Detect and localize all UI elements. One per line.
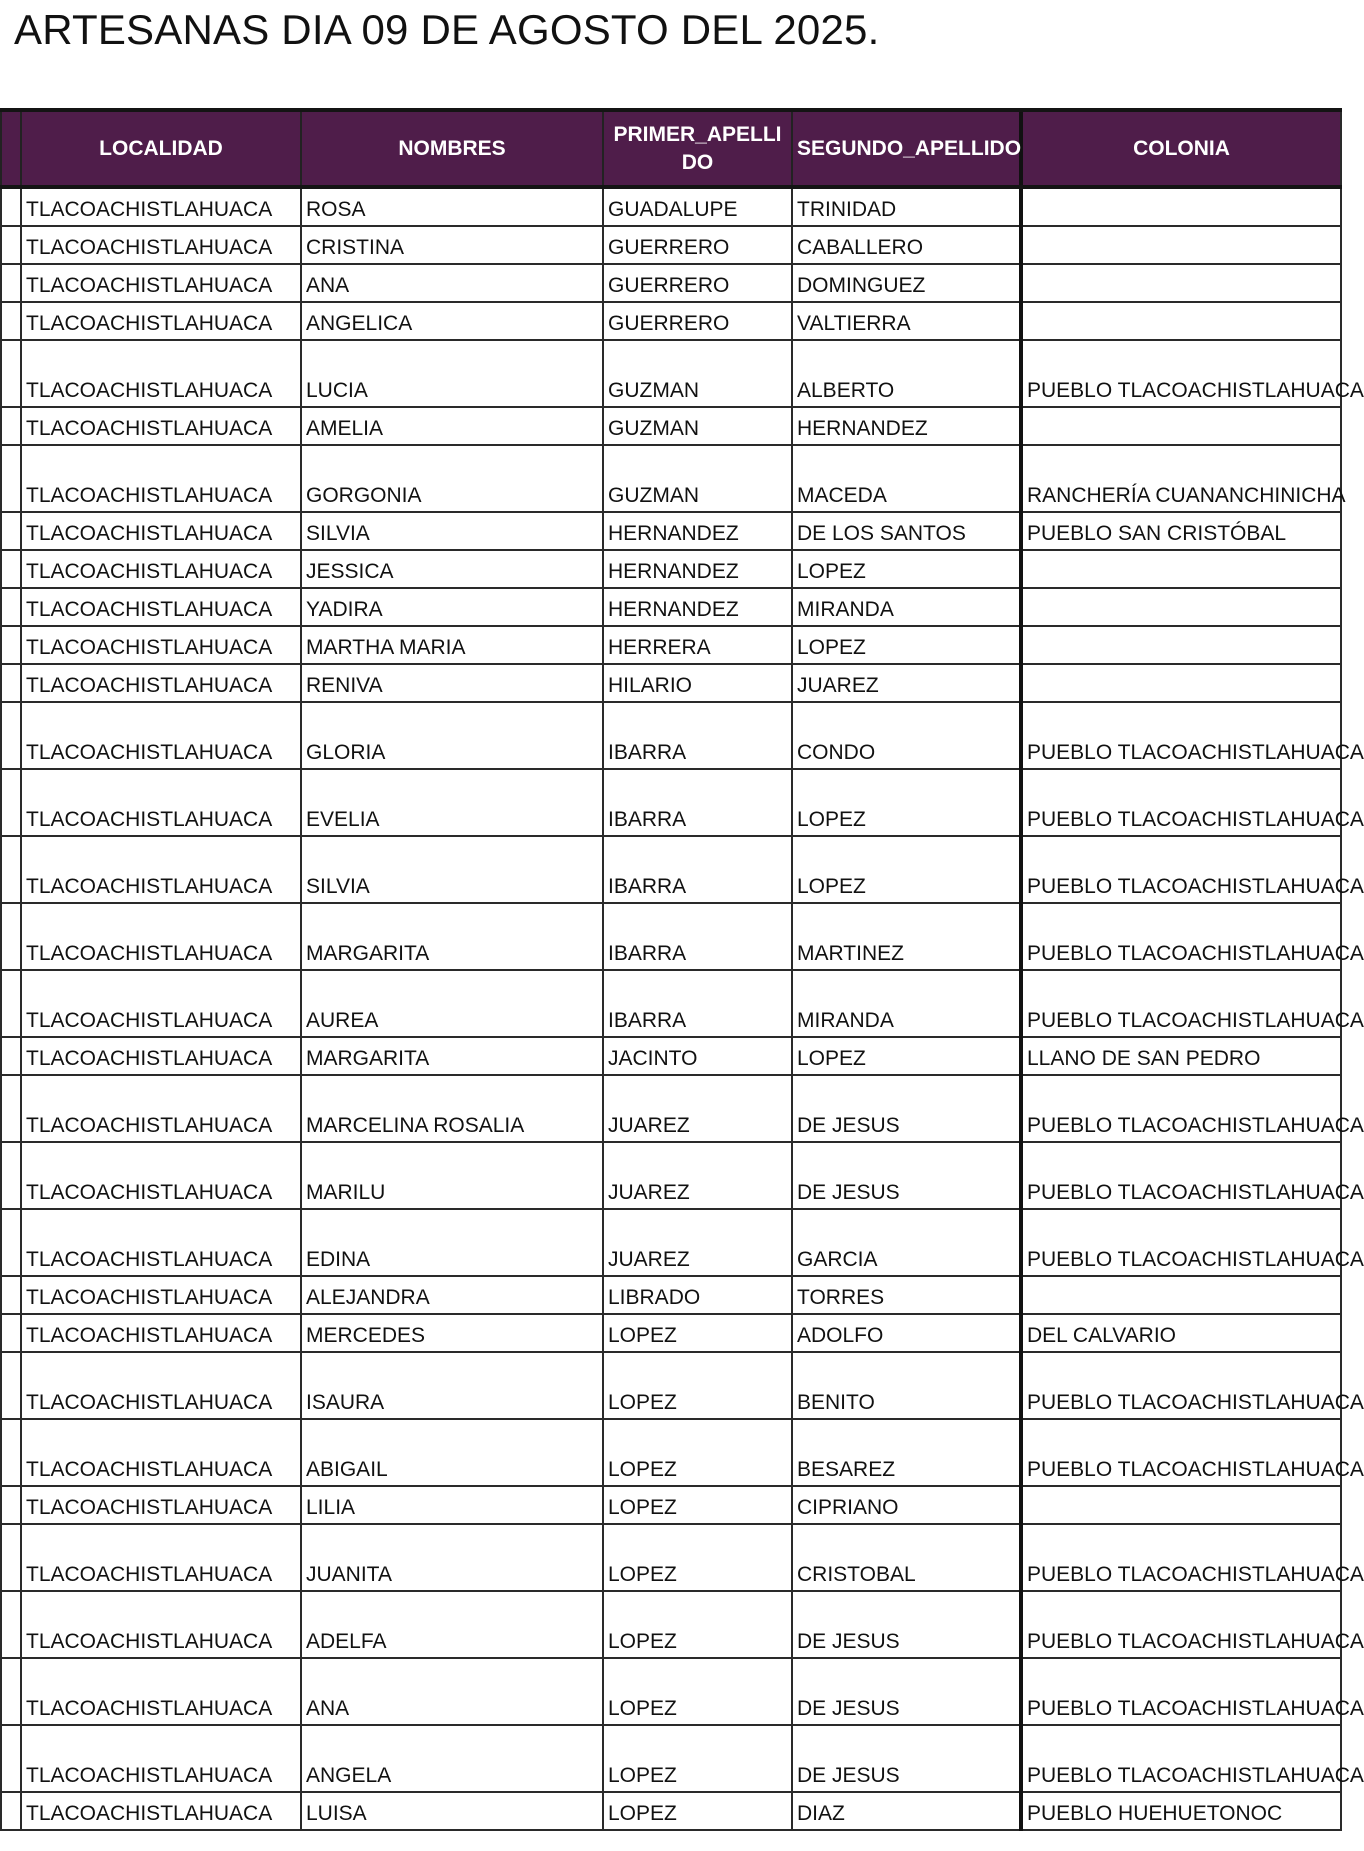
cell-nombres[interactable]: ANGELA xyxy=(301,1725,603,1792)
cell-localidad[interactable]: TLACOACHISTLAHUACA xyxy=(21,1314,301,1352)
column-header-nombres[interactable]: NOMBRES xyxy=(301,110,603,187)
cell-colonia[interactable] xyxy=(1021,407,1341,445)
table-row xyxy=(1,1075,1341,1142)
cell-primer-apellido[interactable]: LOPEZ xyxy=(603,1725,792,1792)
cell-primer-apellido[interactable]: IBARRA xyxy=(603,903,792,970)
cell-colonia[interactable]: PUEBLO TLACOACHISTLAHUACA xyxy=(1021,1524,1341,1591)
cell-segundo-apellido[interactable]: JUAREZ xyxy=(792,664,1021,702)
table-row xyxy=(1,187,1341,226)
cell-index[interactable] xyxy=(1,1725,21,1792)
table-row xyxy=(1,1792,1341,1830)
cell-colonia[interactable] xyxy=(1021,588,1341,626)
cell-colonia[interactable] xyxy=(1021,264,1341,302)
cell-index[interactable] xyxy=(1,550,21,588)
cell-colonia[interactable] xyxy=(1021,1276,1341,1314)
cell-colonia[interactable]: PUEBLO TLACOACHISTLAHUACA xyxy=(1021,1658,1341,1725)
cell-localidad[interactable]: TLACOACHISTLAHUACA xyxy=(21,1352,301,1419)
cell-localidad[interactable]: TLACOACHISTLAHUACA xyxy=(21,903,301,970)
table-row xyxy=(1,1486,1341,1524)
cell-colonia[interactable]: PUEBLO SAN CRISTÓBAL xyxy=(1021,512,1341,550)
cell-colonia[interactable] xyxy=(1021,187,1341,226)
cell-primer-apellido[interactable]: LOPEZ xyxy=(603,1524,792,1591)
cell-primer-apellido[interactable]: IBARRA xyxy=(603,702,792,769)
cell-colonia[interactable]: PUEBLO TLACOACHISTLAHUACA xyxy=(1021,769,1341,836)
cell-colonia[interactable]: PUEBLO TLACOACHISTLAHUACA xyxy=(1021,970,1341,1037)
table-row xyxy=(1,903,1341,970)
cell-index[interactable] xyxy=(1,512,21,550)
cell-nombres[interactable]: GLORIA xyxy=(301,702,603,769)
cell-primer-apellido[interactable]: LOPEZ xyxy=(603,1591,792,1658)
cell-nombres[interactable]: MARTHA MARIA xyxy=(301,626,603,664)
cell-primer-apellido[interactable]: IBARRA xyxy=(603,836,792,903)
cell-localidad[interactable]: TLACOACHISTLAHUACA xyxy=(21,1486,301,1524)
cell-segundo-apellido[interactable]: VALTIERRA xyxy=(792,302,1021,340)
cell-colonia[interactable] xyxy=(1021,626,1341,664)
table-row xyxy=(1,1276,1341,1314)
table-row xyxy=(1,1524,1341,1591)
cell-primer-apellido[interactable]: JACINTO xyxy=(603,1037,792,1075)
cell-segundo-apellido[interactable]: DE LOS SANTOS xyxy=(792,512,1021,550)
cell-primer-apellido[interactable]: JUAREZ xyxy=(603,1142,792,1209)
cell-localidad[interactable]: TLACOACHISTLAHUACA xyxy=(21,512,301,550)
cell-primer-apellido[interactable]: IBARRA xyxy=(603,970,792,1037)
table-row xyxy=(1,445,1341,512)
cell-index[interactable] xyxy=(1,1792,21,1830)
cell-primer-apellido[interactable]: GUERRERO xyxy=(603,302,792,340)
cell-nombres[interactable]: ISAURA xyxy=(301,1352,603,1419)
table-row xyxy=(1,702,1341,769)
cell-segundo-apellido[interactable]: TRINIDAD xyxy=(792,187,1021,226)
cell-index[interactable] xyxy=(1,1352,21,1419)
cell-nombres[interactable]: AUREA xyxy=(301,970,603,1037)
cell-nombres[interactable]: SILVIA xyxy=(301,836,603,903)
cell-colonia[interactable]: PUEBLO TLACOACHISTLAHUACA xyxy=(1021,1725,1341,1792)
cell-segundo-apellido[interactable]: TORRES xyxy=(792,1276,1021,1314)
cell-colonia[interactable] xyxy=(1021,550,1341,588)
cell-nombres[interactable]: JUANITA xyxy=(301,1524,603,1591)
cell-colonia[interactable] xyxy=(1021,1486,1341,1524)
cell-localidad[interactable]: TLACOACHISTLAHUACA xyxy=(21,1792,301,1830)
cell-segundo-apellido[interactable]: MIRANDA xyxy=(792,588,1021,626)
artisans-table xyxy=(0,108,1364,1831)
cell-segundo-apellido[interactable]: DE JESUS xyxy=(792,1725,1021,1792)
cell-segundo-apellido[interactable]: CIPRIANO xyxy=(792,1486,1021,1524)
cell-localidad[interactable]: TLACOACHISTLAHUACA xyxy=(21,702,301,769)
cell-primer-apellido[interactable]: LOPEZ xyxy=(603,1486,792,1524)
cell-nombres[interactable]: EDINA xyxy=(301,1209,603,1276)
cell-index[interactable] xyxy=(1,970,21,1037)
cell-nombres[interactable]: SILVIA xyxy=(301,512,603,550)
column-header-colonia[interactable]: COLONIA xyxy=(1021,110,1341,187)
cell-segundo-apellido[interactable]: LOPEZ xyxy=(792,626,1021,664)
cell-localidad[interactable]: TLACOACHISTLAHUACA xyxy=(21,1209,301,1276)
page-title: ARTESANAS DIA 09 DE AGOSTO DEL 2025. xyxy=(14,6,880,53)
table-row xyxy=(1,1037,1341,1075)
cell-primer-apellido[interactable]: HERNANDEZ xyxy=(603,512,792,550)
cell-segundo-apellido[interactable]: MACEDA xyxy=(792,445,1021,512)
cell-index[interactable] xyxy=(1,1658,21,1725)
cell-primer-apellido[interactable]: HILARIO xyxy=(603,664,792,702)
cell-index[interactable] xyxy=(1,1419,21,1486)
cell-primer-apellido[interactable]: HERNANDEZ xyxy=(603,550,792,588)
cell-localidad[interactable]: TLACOACHISTLAHUACA xyxy=(21,1037,301,1075)
cell-index[interactable] xyxy=(1,1314,21,1352)
cell-index[interactable] xyxy=(1,187,21,226)
cell-colonia[interactable] xyxy=(1021,664,1341,702)
cell-primer-apellido[interactable]: LIBRADO xyxy=(603,1276,792,1314)
cell-nombres[interactable]: ALEJANDRA xyxy=(301,1276,603,1314)
cell-index[interactable] xyxy=(1,407,21,445)
cell-index[interactable] xyxy=(1,836,21,903)
cell-localidad[interactable]: TLACOACHISTLAHUACA xyxy=(21,626,301,664)
cell-nombres[interactable]: JESSICA xyxy=(301,550,603,588)
cell-nombres[interactable]: MARILU xyxy=(301,1142,603,1209)
cell-localidad[interactable]: TLACOACHISTLAHUACA xyxy=(21,1276,301,1314)
table-row xyxy=(1,1725,1341,1792)
cell-nombres[interactable]: MERCEDES xyxy=(301,1314,603,1352)
cell-primer-apellido[interactable]: LOPEZ xyxy=(603,1352,792,1419)
cell-localidad[interactable]: TLACOACHISTLAHUACA xyxy=(21,836,301,903)
header-row xyxy=(1,110,1341,187)
cell-primer-apellido[interactable]: LOPEZ xyxy=(603,1792,792,1830)
cell-nombres[interactable]: ROSA xyxy=(301,187,603,226)
cell-segundo-apellido[interactable]: DE JESUS xyxy=(792,1591,1021,1658)
table-row xyxy=(1,302,1341,340)
cell-localidad[interactable]: TLACOACHISTLAHUACA xyxy=(21,664,301,702)
cell-nombres[interactable]: LUISA xyxy=(301,1792,603,1830)
cell-index[interactable] xyxy=(1,1142,21,1209)
cell-nombres[interactable]: ADELFA xyxy=(301,1591,603,1658)
cell-primer-apellido[interactable]: IBARRA xyxy=(603,769,792,836)
cell-localidad[interactable]: TLACOACHISTLAHUACA xyxy=(21,264,301,302)
column-header-index xyxy=(1,110,21,187)
table-row xyxy=(1,626,1341,664)
cell-nombres[interactable]: MARCELINA ROSALIA xyxy=(301,1075,603,1142)
cell-colonia[interactable]: RANCHERÍA CUANANCHINICHA xyxy=(1021,445,1341,512)
cell-localidad[interactable]: TLACOACHISTLAHUACA xyxy=(21,1419,301,1486)
cell-colonia[interactable]: PUEBLO HUEHUETONOC xyxy=(1021,1792,1341,1830)
cell-colonia[interactable]: DEL CALVARIO xyxy=(1021,1314,1341,1352)
cell-primer-apellido[interactable]: GUERRERO xyxy=(603,226,792,264)
table-row xyxy=(1,264,1341,302)
cell-colonia[interactable]: PUEBLO TLACOACHISTLAHUACA xyxy=(1021,1209,1341,1276)
cell-segundo-apellido[interactable]: HERNANDEZ xyxy=(792,407,1021,445)
cell-nombres[interactable]: ANA xyxy=(301,264,603,302)
cell-index[interactable] xyxy=(1,702,21,769)
cell-colonia[interactable]: LLANO DE SAN PEDRO xyxy=(1021,1037,1341,1075)
table-row xyxy=(1,1658,1341,1725)
cell-primer-apellido[interactable]: JUAREZ xyxy=(603,1209,792,1276)
cell-segundo-apellido[interactable]: CRISTOBAL xyxy=(792,1524,1021,1591)
column-header-primer-apellido[interactable]: PRIMER_APELLIDO xyxy=(603,110,792,187)
cell-segundo-apellido[interactable]: CONDO xyxy=(792,702,1021,769)
cell-segundo-apellido[interactable]: BENITO xyxy=(792,1352,1021,1419)
cell-primer-apellido[interactable]: LOPEZ xyxy=(603,1314,792,1352)
cell-nombres[interactable]: EVELIA xyxy=(301,769,603,836)
table-row xyxy=(1,769,1341,836)
cell-index[interactable] xyxy=(1,1591,21,1658)
table-row xyxy=(1,512,1341,550)
cell-segundo-apellido[interactable]: LOPEZ xyxy=(792,836,1021,903)
cell-nombres[interactable]: ABIGAIL xyxy=(301,1419,603,1486)
table-row xyxy=(1,1352,1341,1419)
cell-index[interactable] xyxy=(1,340,21,407)
table-row xyxy=(1,1314,1341,1352)
cell-segundo-apellido[interactable]: GARCIA xyxy=(792,1209,1021,1276)
cell-localidad[interactable]: TLACOACHISTLAHUACA xyxy=(21,445,301,512)
cell-nombres[interactable]: AMELIA xyxy=(301,407,603,445)
cell-colonia[interactable] xyxy=(1021,226,1341,264)
cell-nombres[interactable]: ANA xyxy=(301,1658,603,1725)
cell-nombres[interactable]: LILIA xyxy=(301,1486,603,1524)
cell-index[interactable] xyxy=(1,1276,21,1314)
cell-colonia[interactable]: PUEBLO TLACOACHISTLAHUACA xyxy=(1021,1591,1341,1658)
cell-localidad[interactable]: TLACOACHISTLAHUACA xyxy=(21,769,301,836)
cell-segundo-apellido[interactable]: DOMINGUEZ xyxy=(792,264,1021,302)
cell-localidad[interactable]: TLACOACHISTLAHUACA xyxy=(21,226,301,264)
cell-nombres[interactable]: CRISTINA xyxy=(301,226,603,264)
cell-segundo-apellido[interactable]: LOPEZ xyxy=(792,1037,1021,1075)
table-row xyxy=(1,970,1341,1037)
table-row xyxy=(1,226,1341,264)
cell-colonia[interactable]: PUEBLO TLACOACHISTLAHUACA xyxy=(1021,903,1341,970)
cell-primer-apellido[interactable]: GUADALUPE xyxy=(603,187,792,226)
table-row xyxy=(1,664,1341,702)
cell-nombres[interactable]: MARGARITA xyxy=(301,1037,603,1075)
cell-localidad[interactable]: TLACOACHISTLAHUACA xyxy=(21,1658,301,1725)
cell-localidad[interactable]: TLACOACHISTLAHUACA xyxy=(21,550,301,588)
cell-index[interactable] xyxy=(1,1075,21,1142)
cell-index[interactable] xyxy=(1,626,21,664)
cell-nombres[interactable]: ANGELICA xyxy=(301,302,603,340)
cell-primer-apellido[interactable]: GUZMAN xyxy=(603,407,792,445)
table-body xyxy=(1,187,1364,1830)
table-row xyxy=(1,407,1341,445)
cell-primer-apellido[interactable]: LOPEZ xyxy=(603,1658,792,1725)
cell-localidad[interactable]: TLACOACHISTLAHUACA xyxy=(21,407,301,445)
cell-segundo-apellido[interactable]: DE JESUS xyxy=(792,1075,1021,1142)
table-row xyxy=(1,588,1341,626)
cell-nombres[interactable]: YADIRA xyxy=(301,588,603,626)
cell-colonia[interactable]: PUEBLO TLACOACHISTLAHUACA xyxy=(1021,340,1341,407)
cell-colonia[interactable]: PUEBLO TLACOACHISTLAHUACA xyxy=(1021,702,1341,769)
column-header-localidad[interactable]: LOCALIDAD xyxy=(21,110,301,187)
cell-colonia[interactable]: PUEBLO TLACOACHISTLAHUACA xyxy=(1021,1142,1341,1209)
cell-localidad[interactable]: TLACOACHISTLAHUACA xyxy=(21,588,301,626)
cell-primer-apellido[interactable]: HERNANDEZ xyxy=(603,588,792,626)
cell-index[interactable] xyxy=(1,264,21,302)
cell-primer-apellido[interactable]: JUAREZ xyxy=(603,1075,792,1142)
table-row xyxy=(1,1591,1341,1658)
cell-localidad[interactable]: TLACOACHISTLAHUACA xyxy=(21,1591,301,1658)
cell-index[interactable] xyxy=(1,664,21,702)
cell-colonia[interactable]: PUEBLO TLACOACHISTLAHUACA xyxy=(1021,836,1341,903)
cell-localidad[interactable]: TLACOACHISTLAHUACA xyxy=(21,1725,301,1792)
table-row xyxy=(1,340,1341,407)
cell-primer-apellido[interactable]: LOPEZ xyxy=(603,1419,792,1486)
cell-segundo-apellido[interactable]: MARTINEZ xyxy=(792,903,1021,970)
cell-localidad[interactable]: TLACOACHISTLAHUACA xyxy=(21,340,301,407)
cell-index[interactable] xyxy=(1,588,21,626)
table-row xyxy=(1,836,1341,903)
table-row xyxy=(1,550,1341,588)
cell-segundo-apellido[interactable]: ADOLFO xyxy=(792,1314,1021,1352)
table-row xyxy=(1,1142,1341,1209)
cell-localidad[interactable]: TLACOACHISTLAHUACA xyxy=(21,1142,301,1209)
cell-localidad[interactable]: TLACOACHISTLAHUACA xyxy=(21,302,301,340)
cell-colonia[interactable] xyxy=(1021,302,1341,340)
cell-localidad[interactable]: TLACOACHISTLAHUACA xyxy=(21,187,301,226)
cell-index[interactable] xyxy=(1,226,21,264)
cell-segundo-apellido[interactable]: CABALLERO xyxy=(792,226,1021,264)
cell-segundo-apellido[interactable]: DE JESUS xyxy=(792,1658,1021,1725)
cell-index[interactable] xyxy=(1,1524,21,1591)
cell-index[interactable] xyxy=(1,1037,21,1075)
cell-colonia[interactable]: PUEBLO TLACOACHISTLAHUACA xyxy=(1021,1419,1341,1486)
cell-nombres[interactable]: GORGONIA xyxy=(301,445,603,512)
cell-localidad[interactable]: TLACOACHISTLAHUACA xyxy=(21,1524,301,1591)
cell-primer-apellido[interactable]: GUERRERO xyxy=(603,264,792,302)
cell-segundo-apellido[interactable]: LOPEZ xyxy=(792,769,1021,836)
cell-index[interactable] xyxy=(1,1209,21,1276)
cell-segundo-apellido[interactable]: MIRANDA xyxy=(792,970,1021,1037)
column-header-segundo-apellido[interactable]: SEGUNDO_APELLIDO xyxy=(792,110,1021,187)
cell-localidad[interactable]: TLACOACHISTLAHUACA xyxy=(21,970,301,1037)
cell-localidad[interactable]: TLACOACHISTLAHUACA xyxy=(21,1075,301,1142)
cell-index[interactable] xyxy=(1,769,21,836)
cell-segundo-apellido[interactable]: BESAREZ xyxy=(792,1419,1021,1486)
cell-index[interactable] xyxy=(1,302,21,340)
cell-nombres[interactable]: MARGARITA xyxy=(301,903,603,970)
cell-nombres[interactable]: RENIVA xyxy=(301,664,603,702)
cell-index[interactable] xyxy=(1,445,21,512)
cell-primer-apellido[interactable]: GUZMAN xyxy=(603,445,792,512)
cell-primer-apellido[interactable]: GUZMAN xyxy=(603,340,792,407)
cell-index[interactable] xyxy=(1,903,21,970)
cell-nombres[interactable]: LUCIA xyxy=(301,340,603,407)
cell-segundo-apellido[interactable]: LOPEZ xyxy=(792,550,1021,588)
cell-primer-apellido[interactable]: HERRERA xyxy=(603,626,792,664)
cell-segundo-apellido[interactable]: ALBERTO xyxy=(792,340,1021,407)
cell-colonia[interactable]: PUEBLO TLACOACHISTLAHUACA xyxy=(1021,1352,1341,1419)
table-row xyxy=(1,1419,1341,1486)
cell-index[interactable] xyxy=(1,1486,21,1524)
cell-segundo-apellido[interactable]: DIAZ xyxy=(792,1792,1021,1830)
cell-segundo-apellido[interactable]: DE JESUS xyxy=(792,1142,1021,1209)
table-row xyxy=(1,1209,1341,1276)
cell-colonia[interactable]: PUEBLO TLACOACHISTLAHUACA xyxy=(1021,1075,1341,1142)
